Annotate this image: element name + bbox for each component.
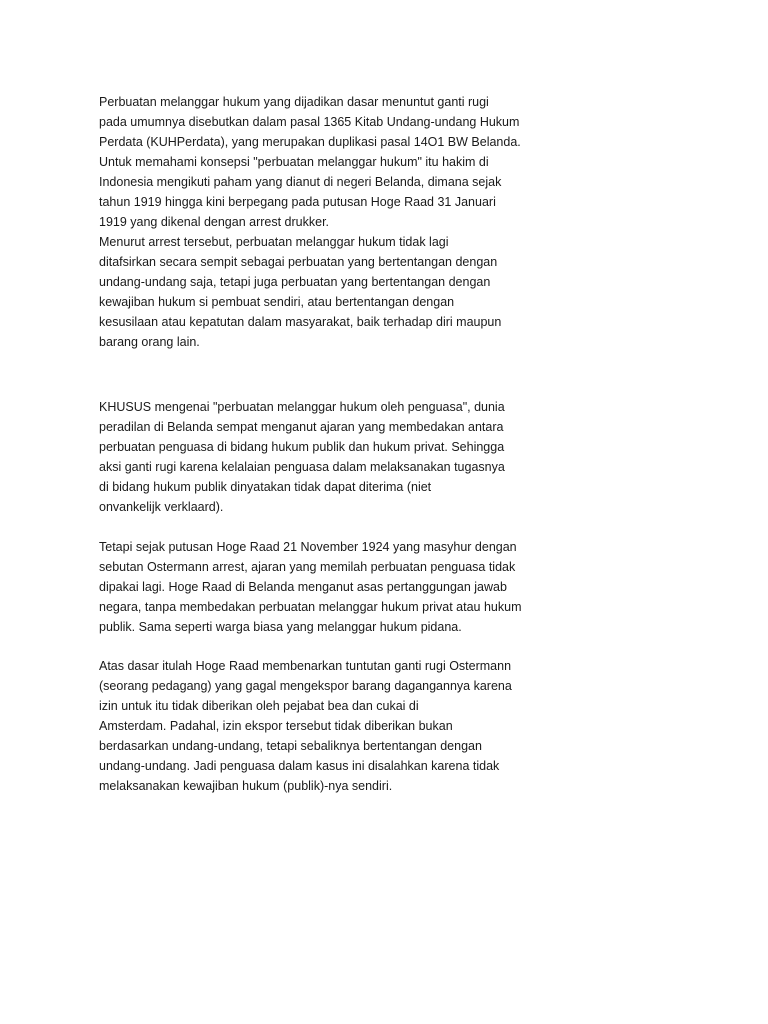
text-line: (seorang pedagang) yang gagal mengekspor barang dagangannya karena	[99, 679, 512, 693]
text-line: undang-undang. Jadi penguasa dalam kasus ini disalahkan karena tidak	[99, 759, 500, 773]
text-line: pada umumnya disebutkan dalam pasal 1365 Kitab Undang-undang Hukum	[99, 115, 520, 129]
text-line: 1919 yang dikenal dengan arrest drukker.	[99, 215, 330, 229]
text-line: Menurut arrest tersebut, perbuatan melanggar hukum tidak lagi	[99, 235, 449, 249]
text-line: perbuatan penguasa di bidang hukum publik dan hukum privat. Sehingga	[99, 440, 505, 454]
text-line: onvankelijk verklaard).	[99, 500, 224, 514]
text-line: Perdata (KUHPerdata), yang merupakan duplikasi pasal 14O1 BW Belanda.	[99, 135, 521, 149]
text-line: Perbuatan melanggar hukum yang dijadikan dasar menuntut ganti rugi	[99, 95, 489, 109]
paragraph-perbuatan-melanggar-hukum	[99, 92, 539, 232]
text-line: undang-undang saja, tetapi juga perbuatan yang bertentangan dengan	[99, 275, 491, 289]
text-line: publik. Sama seperti warga biasa yang melanggar hukum pidana.	[99, 620, 462, 634]
paragraph-atas-dasar	[99, 656, 539, 796]
text-line: di bidang hukum publik dinyatakan tidak dapat diterima (niet	[99, 480, 432, 494]
text-line: kewajiban hukum si pembuat sendiri, atau bertentangan dengan	[99, 295, 455, 309]
text-line: berdasarkan undang-undang, tetapi sebaliknya bertentangan dengan	[99, 739, 482, 753]
text-line: izin untuk itu tidak diberikan oleh pejabat bea dan cukai di	[99, 699, 419, 713]
text-line: KHUSUS mengenai "perbuatan melanggar hukum oleh penguasa", dunia	[99, 400, 505, 414]
text-line: peradilan di Belanda sempat menganut ajaran yang membedakan antara	[99, 420, 504, 434]
paragraph-tetapi-sejak	[99, 537, 539, 637]
text-line: kesusilaan atau kepatutan dalam masyarakat, baik terhadap diri maupun	[99, 315, 502, 329]
text-line: Amsterdam. Padahal, izin ekspor tersebut tidak diberikan bukan	[99, 719, 453, 733]
text-line: Tetapi sejak putusan Hoge Raad 21 November 1924 yang masyhur dengan	[99, 540, 517, 554]
text-line: aksi ganti rugi karena kelalaian penguasa dalam melaksanakan tugasnya	[99, 460, 505, 474]
text-line: ditafsirkan secara sempit sebagai perbuatan yang bertentangan dengan	[99, 255, 498, 269]
text-line: Indonesia mengikuti paham yang dianut di negeri Belanda, dimana sejak	[99, 175, 502, 189]
text-line: dipakai lagi. Hoge Raad di Belanda menganut asas pertanggungan jawab	[99, 580, 507, 594]
text-line: negara, tanpa membedakan perbuatan melanggar hukum privat atau hukum	[99, 600, 522, 614]
text-line: barang orang lain.	[99, 335, 200, 349]
paragraph-menurut-arrest	[99, 232, 539, 352]
text-line: sebutan Ostermann arrest, ajaran yang memilah perbuatan penguasa tidak	[99, 560, 516, 574]
paragraph-khusus	[99, 397, 539, 517]
text-line: tahun 1919 hingga kini berpegang pada putusan Hoge Raad 31 Januari	[99, 195, 496, 209]
text-line: Atas dasar itulah Hoge Raad membenarkan tuntutan ganti rugi Ostermann	[99, 659, 512, 673]
text-line: Untuk memahami konsepsi "perbuatan melanggar hukum" itu hakim di	[99, 155, 489, 169]
text-line: melaksanakan kewajiban hukum (publik)-nya sendiri.	[99, 779, 393, 793]
